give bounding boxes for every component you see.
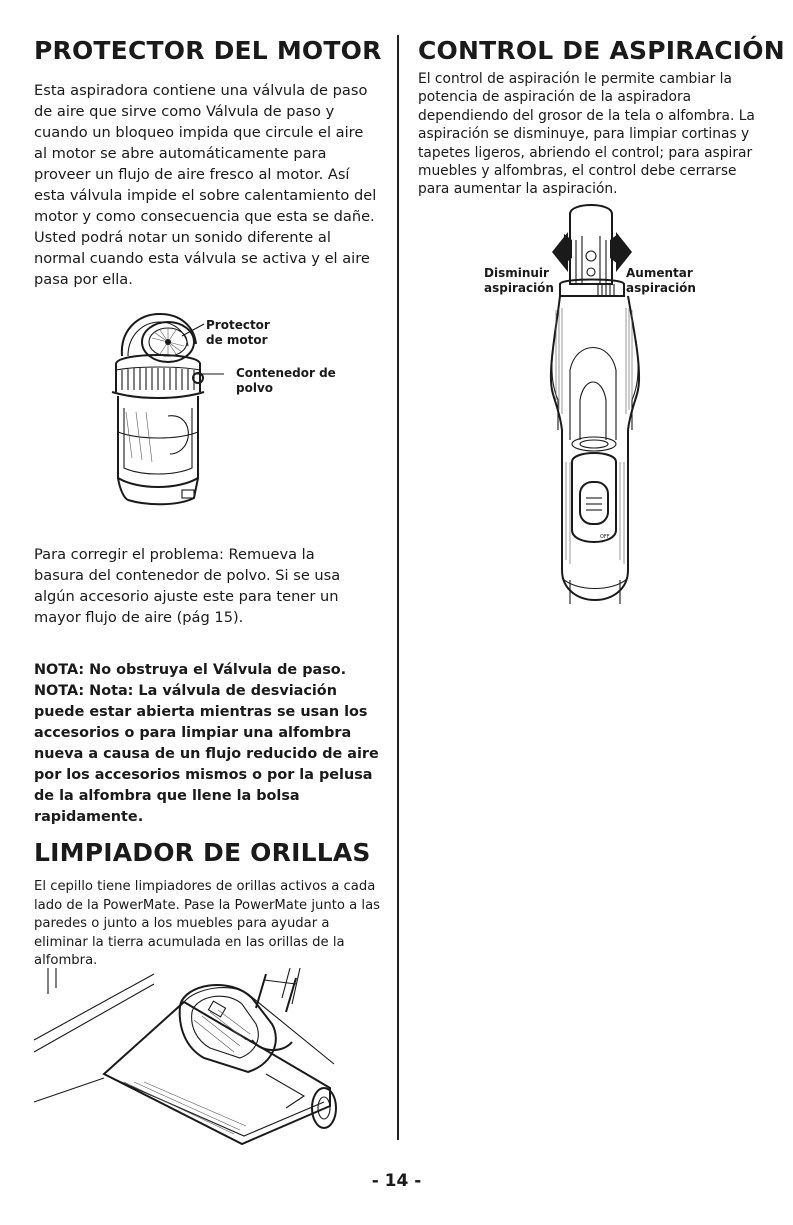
label-dust-container: Contenedor de polvo — [236, 366, 336, 395]
powermate-illustration — [34, 968, 344, 1144]
label-increase-suction: Aumentar aspiración — [626, 266, 696, 295]
handle-off-mark: OFF — [600, 534, 610, 540]
motor-protector-title: PROTECTOR DEL MOTOR — [34, 36, 382, 65]
hose-handle-illustration — [540, 200, 650, 624]
note-no-obstruct: NOTA: No obstruya el Válvula de paso. — [34, 662, 347, 678]
suction-control-paragraph: El control de aspiración le permite cambiar la potencia de aspiración de la aspiradora dependiendo del grosor de la tela o alfombra. La aspiración se disminuye, para limpiar cortinas y tapetes ligeros, abriendo el control; para aspirar muebles y alfombras, el control debe cerrarse para aumentar la aspiración. — [418, 71, 755, 198]
page-number: - 14 - — [371, 1171, 422, 1191]
label-decrease-suction: Disminuir aspiración — [484, 266, 554, 295]
motor-protector-paragraph: Esta aspiradora contiene una válvula de paso de aire que sirve como Válvula de paso y cuando un bloqueo impida que circule el aire al motor se abre automáticamente para proveer un flujo de aire fresco al motor. Así esta válvula impide el sobre calentamiento del motor y como consecuencia que esta se dañe. Usted podrá notar un sonido diferente al normal cuando esta válvula se activa y el aire pasa por ella. — [34, 82, 377, 288]
correction-paragraph: Para corregir el problema: Remueva la basura del contenedor de polvo. Si se usa algún accesorio ajuste este para tener un mayor flujo de aire (pág 15). — [34, 546, 341, 626]
hose-handle-icon — [551, 205, 639, 604]
suction-control-title: CONTROL DE ASPIRACIÓN — [418, 36, 785, 65]
canister-icon — [112, 314, 204, 504]
powermate-nozzle-icon — [34, 968, 336, 1144]
label-motor-protector: Protector de motor — [206, 318, 270, 347]
note-bypass-valve: NOTA: Nota: La válvula de desviación puede estar abierta mientras se usan los accesorios o para limpiar una alfombra nueva a causa de un flujo reducido de aire por los accesorios mismos o por la pelusa de la alfombra que llene la bolsa rapidamente. — [34, 683, 379, 825]
dust-canister-illustration — [108, 308, 208, 508]
edge-cleaner-paragraph: El cepillo tiene limpiadores de orillas activos a cada lado de la PowerMate. Pase la PowerMate junto a las paredes o junto a los muebles para ayudar a eliminar la tierra acumulada en las orillas de la alfombra. — [34, 879, 381, 969]
column-divider — [397, 35, 399, 1140]
edge-cleaner-title: LIMPIADOR DE ORILLAS — [34, 838, 371, 867]
